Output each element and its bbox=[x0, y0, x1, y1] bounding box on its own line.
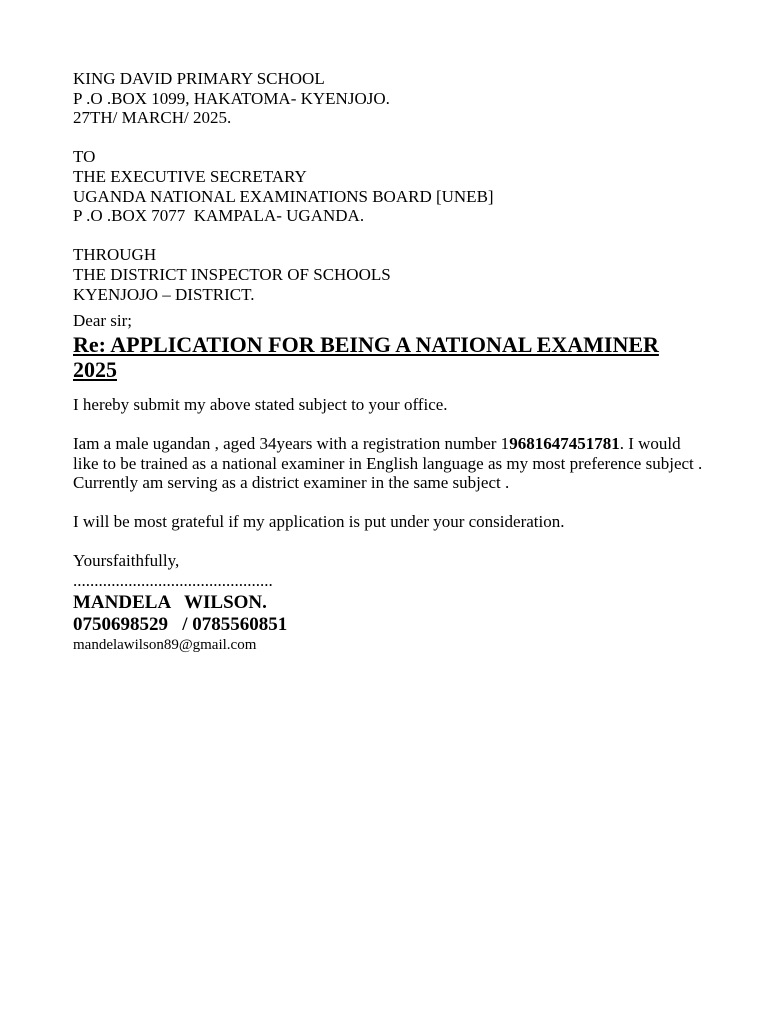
signatory-email: mandelawilson89@gmail.com bbox=[73, 636, 257, 653]
body-paragraph-3: I will be most grateful if my application is put under your consideration. bbox=[73, 512, 565, 532]
signatory-name: MANDELA WILSON. bbox=[73, 591, 267, 613]
letter-document bbox=[73, 69, 703, 654]
spacer bbox=[73, 128, 703, 148]
closing-block bbox=[73, 551, 703, 653]
para2-text-after: . I would like to be trained as a national examiner in English language as my most preference subject . Currently am serving as a district examiner in the same subject . bbox=[73, 433, 703, 493]
recipient-address: P .O .BOX 7077 KAMPALA- UGANDA. bbox=[73, 206, 365, 226]
valediction: Yoursfaithfully, bbox=[73, 551, 180, 571]
recipient-title: THE EXECUTIVE SECRETARY bbox=[73, 166, 307, 186]
recipient-block bbox=[73, 147, 703, 225]
registration-number: 9681647451781 bbox=[509, 433, 620, 453]
spacer bbox=[73, 382, 703, 395]
through-block bbox=[73, 245, 703, 304]
subject-heading: Re: APPLICATION FOR BEING A NATIONAL EXAMINER 2025 bbox=[73, 331, 659, 382]
letter-date: 27TH/ MARCH/ 2025. bbox=[73, 108, 232, 128]
spacer bbox=[73, 532, 703, 552]
spacer bbox=[73, 226, 703, 246]
spacer bbox=[73, 414, 703, 434]
recipient-organization: UGANDA NATIONAL EXAMINATIONS BOARD [UNEB] bbox=[73, 186, 494, 206]
sender-block bbox=[73, 69, 703, 128]
through-label: THROUGH bbox=[73, 245, 157, 265]
through-title: THE DISTRICT INSPECTOR OF SCHOOLS bbox=[73, 264, 391, 284]
signatory-phones: 0750698529 / 0785560851 bbox=[73, 613, 288, 635]
recipient-to-label: TO bbox=[73, 147, 96, 167]
spacer bbox=[73, 493, 703, 513]
sender-address: P .O .BOX 1099, HAKATOMA- KYENJOJO. bbox=[73, 88, 390, 108]
para2-text-before: Iam a male ugandan , aged 34years with a registration number 1 bbox=[73, 433, 510, 453]
sender-school: KING DAVID PRIMARY SCHOOL bbox=[73, 69, 325, 88]
through-district: KYENJOJO – DISTRICT. bbox=[73, 284, 255, 304]
body-paragraph-2 bbox=[73, 434, 703, 493]
salutation: Dear sir; bbox=[73, 311, 133, 331]
signature-line: ............................................... bbox=[73, 571, 273, 591]
body-paragraph-1: I hereby submit my above stated subject to your office. bbox=[73, 394, 448, 414]
